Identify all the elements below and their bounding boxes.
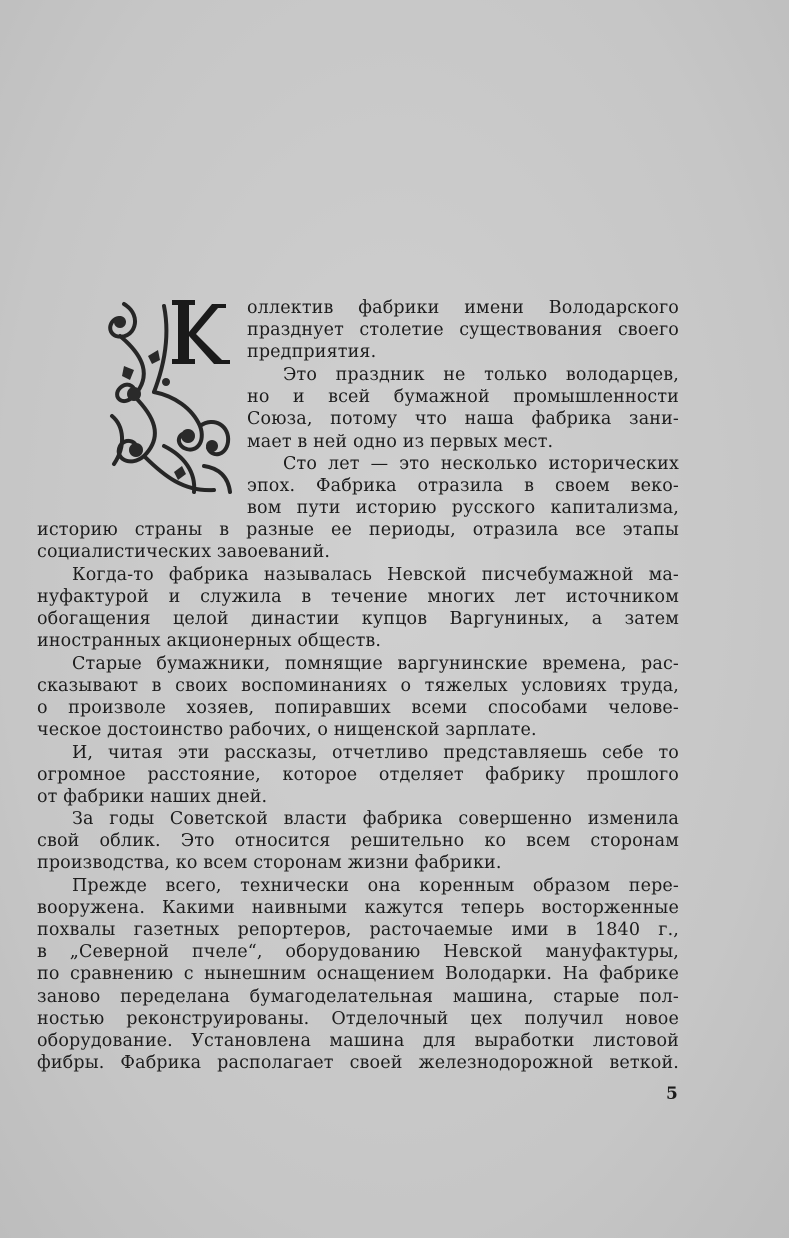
text-line-20: ческое достоинство рабочих, о нищенской зарплате. [37, 720, 537, 740]
text-line-26: производства, ко всем сторонам жизни фабрики. [37, 853, 502, 873]
text-line-9: эпох. Фабрика отразила в своем веко- [247, 476, 679, 496]
text-line-12: социалистических завоеваний. [37, 542, 331, 562]
text-line-27: Прежде всего, технически она коренным образом пере- [72, 876, 679, 896]
text-line-13: Когда-то фабрика называлась Невской писчебумажной ма- [72, 565, 679, 585]
text-line-14: нуфактурой и служила в течение многих лет источником [37, 587, 679, 607]
text-line-10: вом пути историю русского капитализма, [247, 498, 679, 518]
page-number: 5 [666, 1084, 678, 1104]
text-line-6: Союза, потому что наша фабрика зани- [247, 409, 679, 429]
text-line-2: празднует столетие существования своего [247, 320, 679, 340]
text-line-25: свой облик. Это относится решительно ко всем сторонам [37, 831, 679, 851]
text-line-34: оборудование. Установлена машина для выработки листовой [37, 1031, 679, 1051]
text-line-8: Сто лет — это несколько исторических [283, 454, 679, 474]
text-line-29: похвалы газетных репортеров, расточаемые ими в 1840 г., [37, 920, 679, 940]
ornamental-initial-k [104, 296, 236, 500]
text-line-5: но и всей бумажной промышленности [247, 387, 679, 407]
text-line-19: о произволе хозяев, попиравших всеми способами челове- [37, 698, 679, 718]
text-line-33: ностью реконструированы. Отделочный цех получил новое [37, 1009, 679, 1029]
text-line-11: историю страны в разные ее периоды, отразила все этапы [37, 520, 679, 540]
text-line-22: огромное расстояние, которое отделяет фабрику прошлого [37, 765, 679, 785]
text-line-15: обогащения целой династии купцов Варгуниных, а затем [37, 609, 679, 629]
text-line-18: сказывают в своих воспоминаниях о тяжелых условиях труда, [37, 676, 679, 696]
text-line-3: предприятия. [247, 342, 377, 362]
text-line-31: по сравнению с нынешним оснащением Володарки. На фабрике [37, 964, 679, 984]
floral-ornament-icon [104, 296, 236, 500]
text-line-4: Это праздник не только володарцев, [283, 365, 679, 385]
text-line-35: фибры. Фабрика располагает своей железнодорожной веткой. [37, 1053, 679, 1073]
text-line-7: мает в ней одно из первых мест. [247, 432, 554, 452]
text-line-32: заново переделана бумагоделательная машина, старые пол- [37, 987, 679, 1007]
text-line-28: вооружена. Какими наивными кажутся теперь восторженные [37, 898, 679, 918]
text-line-1: оллектив фабрики имени Володарского [247, 298, 679, 318]
text-line-30: в „Северной пчеле“, оборудованию Невской мануфактуры, [37, 942, 679, 962]
text-line-23: от фабрики наших дней. [37, 787, 268, 807]
text-line-17: Старые бумажники, помнящие варгунинские времена, рас- [72, 654, 679, 674]
text-line-21: И, читая эти рассказы, отчетливо представляешь себе то [72, 743, 679, 763]
text-line-24: За годы Советской власти фабрика совершенно изменила [72, 809, 679, 829]
text-line-16: иностранных акционерных обществ. [37, 631, 382, 651]
